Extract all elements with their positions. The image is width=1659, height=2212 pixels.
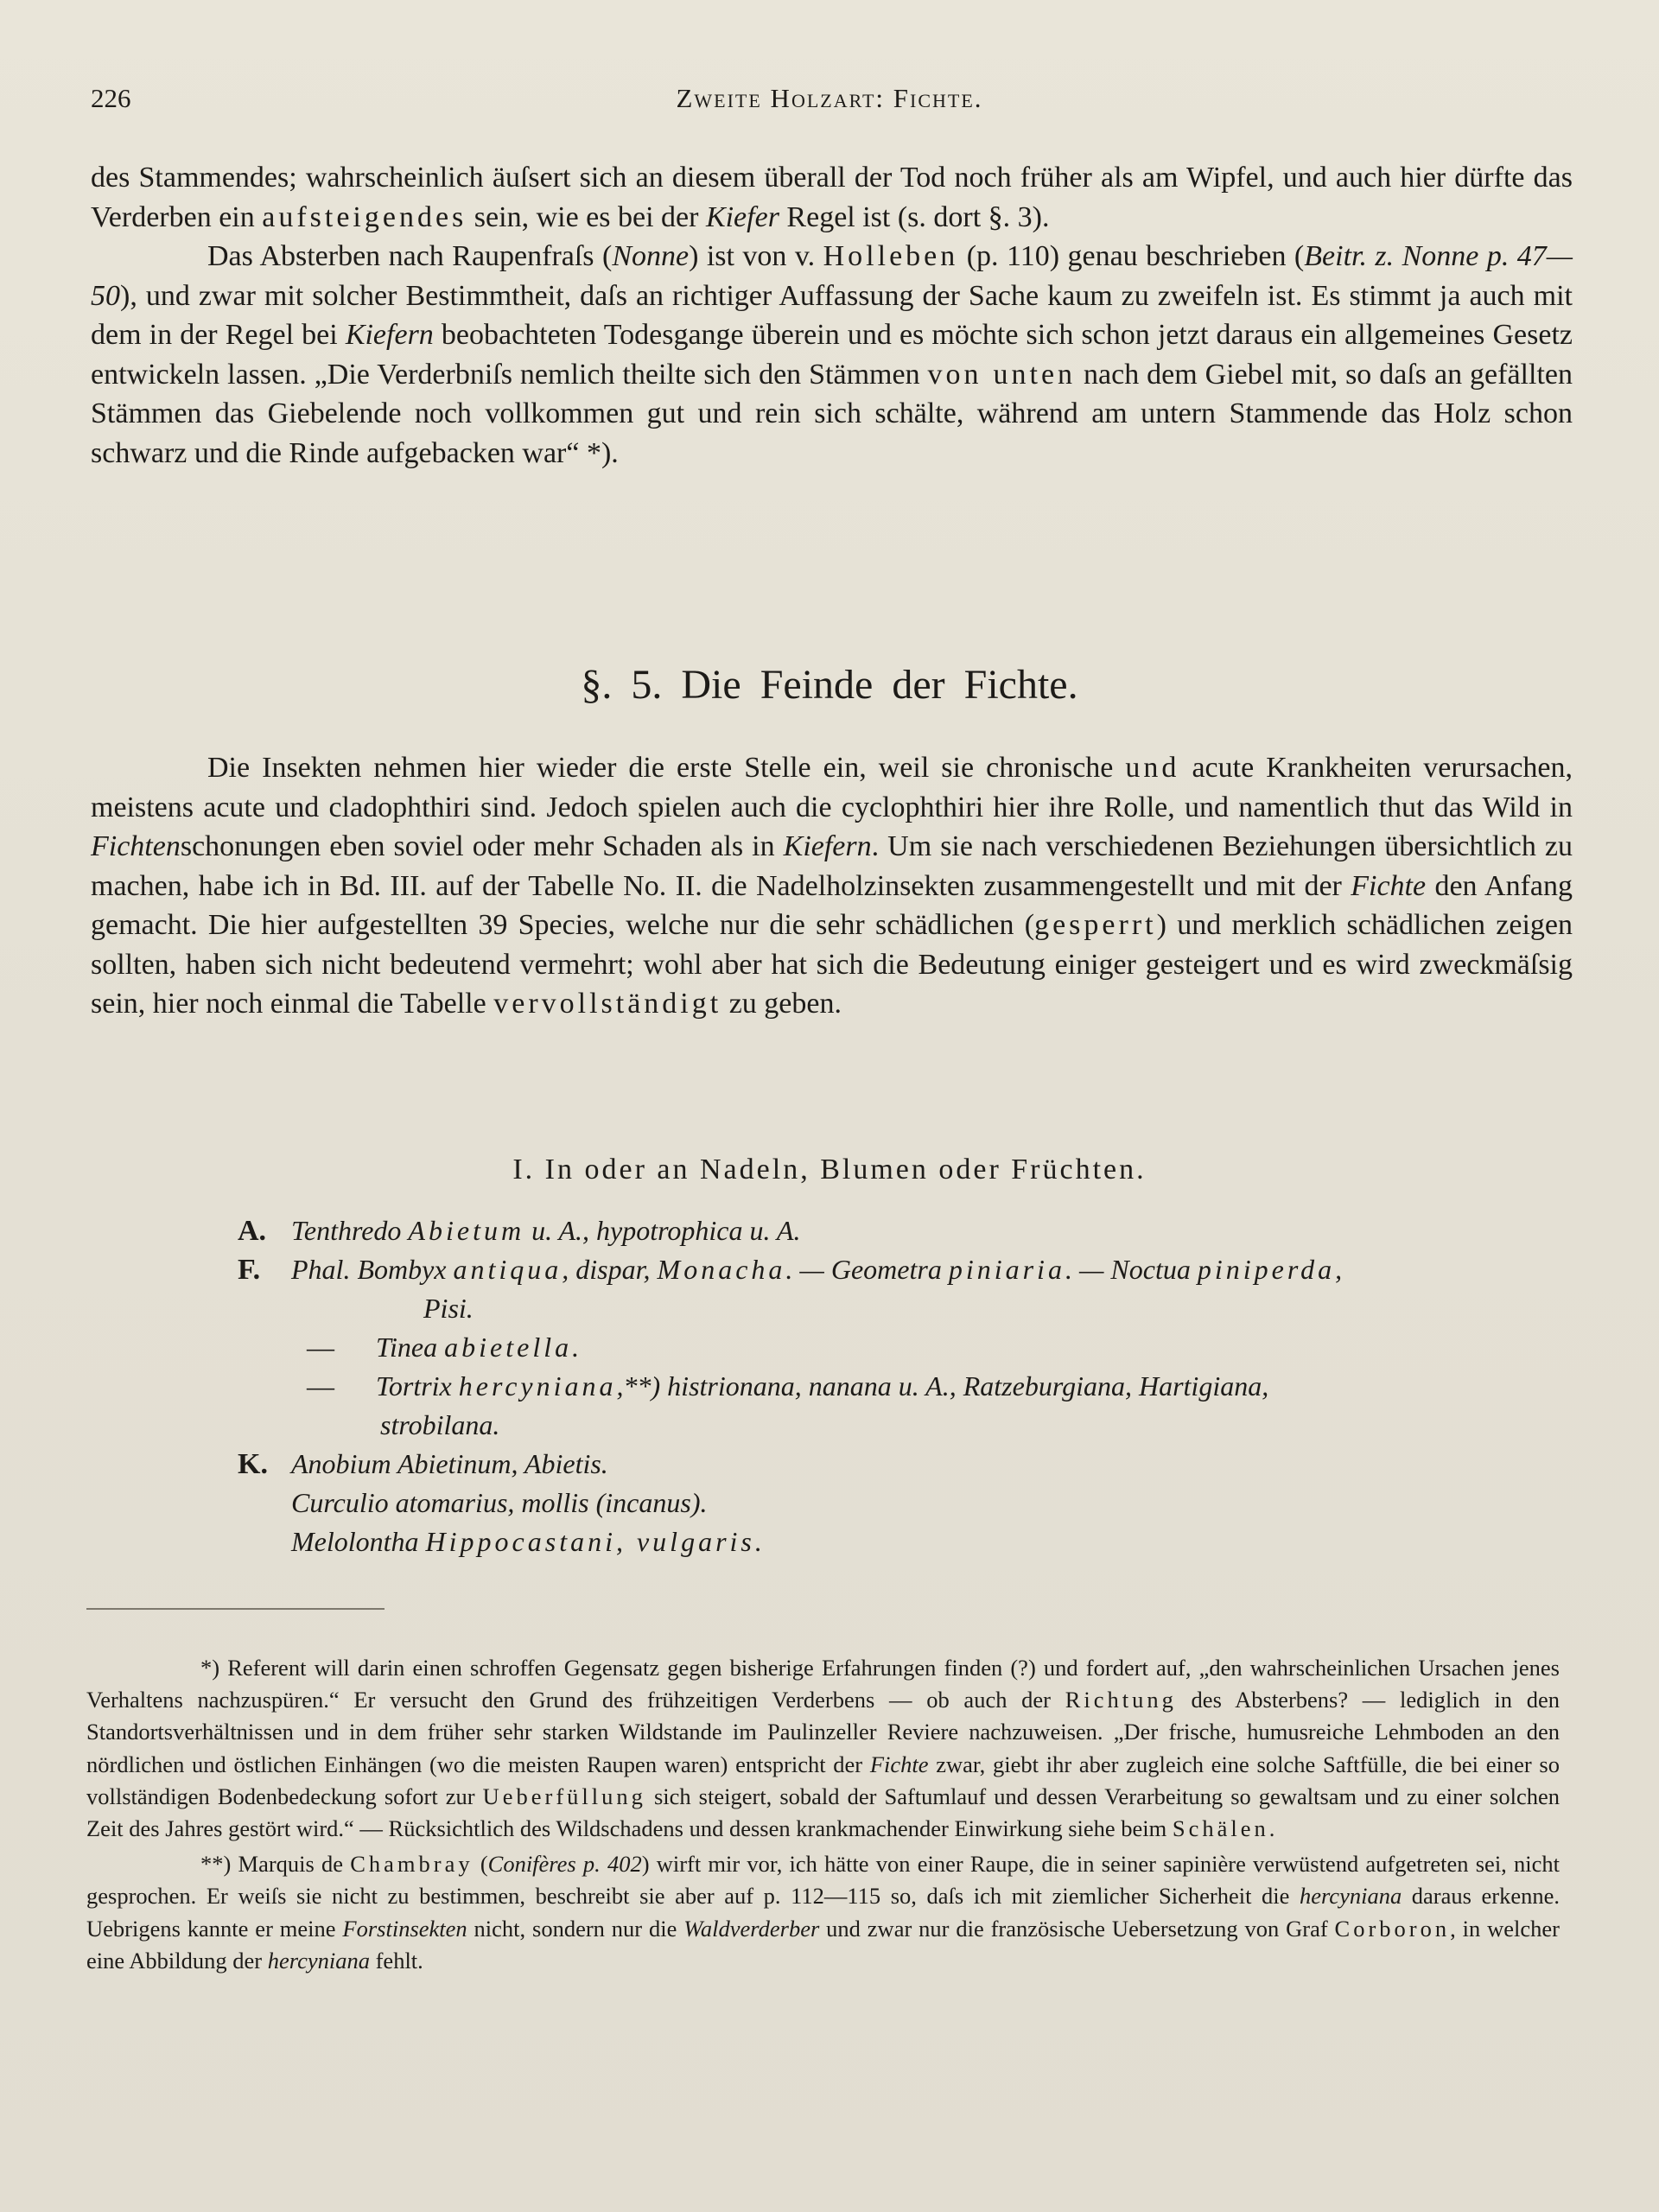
footnote-2: **) Marquis de Chambray (Conifères p. 402) wirft mir vor, ich hätte von einer Raupe, die in seiner sapinière verwüstend aufgetreten sei, nicht gesprochen. Er weiſs sie nicht zu bestimmen, beschreibt sie aber auf p. 112—115 so, daſs ich mit ziemlicher Sicherheit die hercyniana daraus erkenne. Uebrigens kannte er meine Forstinsekten nicht, sondern nur die Waldverderber und zwar nur die französische Uebersetzung von Graf Corboron, in welcher eine Abbildung der hercyniana fehlt. bbox=[86, 1851, 1560, 1974]
section-heading: §. 5. Die Feinde der Fichte. bbox=[581, 662, 1078, 708]
list-item: K. Anobium Abietinum, Abietis. Curculio atomarius, mollis (incanus). Melolontha Hippocastani, vulgaris. bbox=[238, 1445, 1568, 1561]
paragraph-insekten: Die Insekten nehmen hier wieder die erste Stelle ein, weil sie chronische und acute Krankheiten verursachen, meistens acute und cladophthiri sind. Jedoch spielen auch die cyclophthiri hier ihre Rolle, und namentlich thut das Wild in Fichtenschonungen eben soviel oder mehr Schaden als in Kiefern. Um sie nach verschiedenen Beziehungen übersichtlich zu machen, habe ich in Bd. III. auf der Tabelle No. II. die Nadelholzinsekten zusammengestellt und mit der Fichte den Anfang gemacht. Die hier aufgestellten 39 Species, welche nur die sehr schädlichen (gesperrt) und merklich schädlichen zeigen sollten, haben sich nicht bedeutend vermehrt; wohl aber hat sich die Bedeutung einiger gesteigert und es wird zweckmäſsig sein, hier noch einmal die Tabelle vervollständigt zu geben. bbox=[91, 752, 1573, 1020]
insect-list bbox=[238, 1211, 1568, 1561]
list-item: A. Tenthredo Abietum u. A., hypotrophica u. A. bbox=[238, 1211, 1568, 1250]
list-item: — Tinea abietella. bbox=[307, 1332, 580, 1363]
footnote-1: *) Referent will darin einen schroffen Gegensatz gegen bisherige Erfahrungen finden (?) und fordert auf, „den wahrscheinlichen Ursachen jenes Verhaltens nachzuspüren.“ Er versucht den Grund des frühzeitigen Verderbens — ob auch der Richtung des Absterbens? — lediglich in den Standortsverhältnissen und in dem früher sehr starken Wildstande im Paulinzeller Reviere nachzuweisen. „Der frische, humusreiche Lehmboden an den nördlichen und östlichen Einhängen (wo die meisten Raupen waren) entspricht der Fichte zwar, giebt ihr aber zugleich eine solche Saftfülle, die bei einer so vollständigen Bodenbedeckung sofort zur Ueberfüllung sich steigert, sobald der Saftumlauf und dessen Verarbeitung so gewaltsam und zu einer solchen Zeit des Jahres gestört wird.“ — Rücksichtlich des Wildschadens und dessen krankmachender Einwirkung siehe beim Schälen. bbox=[86, 1655, 1560, 1842]
running-title: Zweite Holzart: Fichte. bbox=[676, 83, 983, 113]
insect-list-heading: I. In oder an Nadeln, Blumen oder Früchten. bbox=[512, 1154, 1147, 1185]
paragraph-continuation: des Stammendes; wahrscheinlich äuſsert sich an diesem überall der Tod noch früher als am Wipfel, und auch hier dürfte das Verderben ein aufsteigendes sein, wie es bei der Kiefer Regel ist (s. dort §. 3). bbox=[91, 162, 1573, 233]
footnotes bbox=[86, 1652, 1560, 1977]
order-letter: K. bbox=[238, 1448, 268, 1480]
footnote-divider bbox=[86, 1608, 385, 1610]
page-header bbox=[91, 83, 1568, 121]
order-letter: F. bbox=[238, 1254, 261, 1286]
list-item: — Tortrix hercyniana,**) histrionana, nanana u. A., Ratzeburgiana, Hartigiana, strobilana. bbox=[307, 1370, 1269, 1440]
order-letter: A. bbox=[238, 1215, 267, 1247]
page-number: 226 bbox=[91, 83, 131, 113]
paragraph-absterben: Das Absterben nach Raupenfraſs (Nonne) ist von v. Holleben (p. 110) genau beschrieben (Beitr. z. Nonne p. 47—50), und zwar mit solcher Bestimmtheit, daſs an richtiger Auffassung der Sache kaum zu zweifeln ist. Es stimmt ja auch mit dem in der Regel bei Kiefern beobachteten Todesgange überein und es möchte sich schon jetzt daraus ein allgemeines Gesetz entwickeln lassen. „Die Verderbniſs nemlich theilte sich den Stämmen von unten nach dem Giebel mit, so daſs an gefällten Stämmen das Giebelende noch vollkommen gut und rein sich schälte, während am untern Stammende das Holz schon schwarz und die Rinde aufgebacken war“ *). bbox=[91, 240, 1573, 469]
intro-paragraphs bbox=[91, 158, 1573, 473]
section-body bbox=[91, 748, 1573, 1024]
list-item: F. Phal. Bombyx antiqua, dispar, Monacha. — Geometra piniaria. — Noctua piniperda, Pisi. bbox=[238, 1250, 1568, 1328]
